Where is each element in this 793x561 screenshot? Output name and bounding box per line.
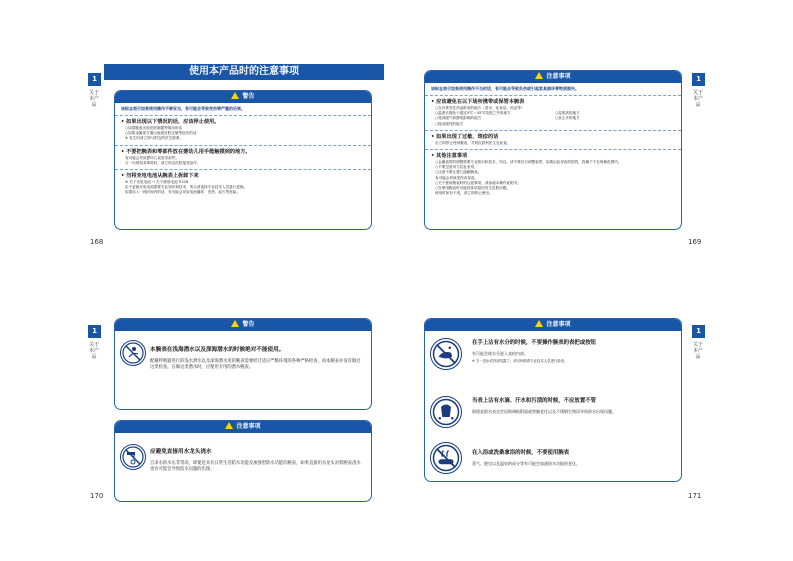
item-note: ※ 万一进水或内部结露了，请尽快联系专业技术人员进行检查。 bbox=[472, 358, 568, 363]
chapter-tab: 1 bbox=[692, 73, 705, 86]
no-wet-hands-icon bbox=[430, 338, 462, 370]
section-line: ○关于使用腕表时的注意事项，请参阅本操作说明书。 bbox=[435, 180, 521, 185]
caution-label: 注意事项 bbox=[236, 423, 261, 430]
chapter-tab: 1 bbox=[88, 73, 101, 86]
warning-icon bbox=[231, 320, 239, 327]
section-line: ○如果腕表出现皮肤刺激等情况的话 bbox=[125, 126, 183, 130]
caution-header bbox=[115, 421, 371, 433]
item-body: 即使是防水表也会因玻璃粘附面或垫圈老化以及不锈钢生锈而导致防水出现问题。 bbox=[472, 409, 616, 415]
warning-label: 警告 bbox=[242, 93, 255, 100]
section-heading: • 如果出现以下情况的话，应该停止使用。 bbox=[121, 119, 220, 125]
page-number: 171 bbox=[688, 492, 702, 500]
section-line: 有可能会导致受伤或误食。 bbox=[435, 175, 479, 180]
section-line: ○在有挥发性药品散发的地方（香水、化妆品、药品等） bbox=[435, 106, 525, 110]
section-line: 万一出现误食事故时，请立即去医院接受治疗。 bbox=[125, 160, 201, 165]
section-battery bbox=[115, 169, 371, 199]
chapter-side-label: 关于本产品 bbox=[693, 342, 704, 360]
section-line: ※ 发生时请立即与附近的医生联系。 bbox=[125, 136, 184, 141]
chapter-side-label: 关于本产品 bbox=[89, 342, 100, 360]
section-line: 使用时如有不适，请立即停止使用。 bbox=[435, 191, 493, 196]
page-number: 168 bbox=[90, 238, 104, 246]
section-line: 应立即停止使用腕表，并到皮肤科医生处检查。 bbox=[435, 140, 511, 145]
caution-header bbox=[425, 319, 681, 331]
section-line: ○振动剧烈的地方 bbox=[435, 121, 464, 126]
no-diving-icon bbox=[120, 340, 146, 366]
section-heading: • 其他注意事项 bbox=[431, 153, 468, 160]
section-line: ○如果金属部分露出表面皮肤过敏等症状的话 bbox=[125, 131, 197, 136]
section-storage bbox=[425, 95, 681, 130]
page-number: 169 bbox=[688, 238, 702, 246]
no-faucet-icon bbox=[120, 444, 146, 470]
item-heading: 当表上沾有水滴、汗水和污渍的时候，不应放置不管 bbox=[472, 398, 596, 404]
chapter-side-label: 关于本产品 bbox=[89, 90, 100, 108]
section-other bbox=[425, 149, 681, 199]
section-heading: • 勿将充电电池从腕表上拆卸下来 bbox=[121, 173, 199, 180]
caution-box bbox=[424, 70, 682, 230]
section-line: ○金属表带的调整需要专业知识和技术，所以，请不要自行调整表带，如果由此导致的损伤，将属于不在保修范围内。 bbox=[435, 160, 622, 165]
item-wet-hands bbox=[472, 340, 672, 364]
caution-body: 自来水的水压非常高，即使是具有日常生活防水功能及加强型防水功能的腕表，如果直接用水龙头对着腕表浇水也有可能会导致防水问题的出现。 bbox=[150, 461, 361, 473]
section-heading: • 不要把腕表和零部件放在婴幼儿用手能触摸到的地方。 bbox=[121, 148, 251, 155]
section-line: 如果误入一段时间内的话，有可能会导致电池爆炸、发热、起火等危险。 bbox=[125, 190, 240, 195]
section-line: ○不要过度用力拉扯表带。 bbox=[435, 165, 478, 170]
caution-heading: 应避免直接用水龙头浇水 bbox=[150, 449, 212, 455]
item-heading: 在手上沾有水分的时候，不要操作腕表的表把或按钮 bbox=[472, 340, 596, 346]
item-heading: 在入浴或洗桑拿浴的时候，不要使用腕表 bbox=[472, 450, 570, 456]
caution-header bbox=[425, 71, 681, 83]
warning-content bbox=[150, 346, 362, 371]
caution-content bbox=[150, 448, 362, 473]
warning-intro: 该标志表示如果使用操作不够妥当，有可能会导致受伤等严重的后果。 bbox=[121, 106, 245, 111]
section-line: ○湿度高的地方 bbox=[555, 111, 580, 116]
caution-label: 注意事项 bbox=[546, 73, 571, 80]
no-sweat-icon bbox=[430, 396, 462, 428]
section-row bbox=[431, 122, 675, 127]
warning-box bbox=[114, 90, 372, 230]
section-stop-use bbox=[115, 115, 371, 145]
item-body: 蒸气、肥皂以及温泉的成分等有可能会加速防水功能的老化。 bbox=[472, 461, 580, 467]
warning-icon bbox=[231, 92, 239, 99]
chapter-side-label: 关于本产品 bbox=[693, 90, 704, 108]
no-sauna-icon bbox=[430, 442, 462, 474]
section-heading: • 如果出现了过敏、斑疹的话 bbox=[431, 133, 499, 140]
section-line: 由于更换充电电池需要专业知识和技术，所以请选择专业技术人员进行更换。 bbox=[125, 185, 248, 190]
chapter-tab: 1 bbox=[692, 325, 705, 338]
section-line: ○灰尘多的地方 bbox=[555, 116, 580, 121]
warning-body: 配戴呼吸器进行的浅水潜水以及深海潜水用的腕表需要经过适应严酷环境的各种严格检查，而本腕表并没有做过这类检查。在做这类潜水时，应使用专用的潜水腕表。 bbox=[150, 359, 361, 371]
item-sauna bbox=[472, 450, 672, 467]
warning-header bbox=[115, 91, 371, 103]
caution-icon bbox=[535, 320, 543, 327]
item-sweat bbox=[472, 398, 672, 415]
caution-icon bbox=[535, 72, 543, 79]
warning-header bbox=[115, 319, 371, 331]
caution-intro: 该标志表示如果使用操作不当的话，有可能会导致负伤或引起家具损坏等物质损失。 bbox=[431, 86, 579, 91]
section-line: 有可能会导致婴幼儿误食零部件。 bbox=[125, 155, 179, 160]
section-heading: • 应该避免在以下场所携带或保管本腕表 bbox=[431, 99, 525, 105]
page-number: 170 bbox=[90, 492, 104, 500]
page-title: 使用本产品时的注意事项 bbox=[104, 64, 384, 80]
item-body: 有可能会使水分进入表的内部。 bbox=[472, 351, 528, 357]
caution-label: 注意事项 bbox=[546, 321, 571, 328]
section-line: ○温度长期处于超过5℃～35℃范围之外的地方 bbox=[435, 111, 511, 116]
section-line: ※ 关于充电电池 → 关于使用电池 P.218 bbox=[125, 180, 189, 185]
section-children bbox=[115, 145, 371, 169]
section-allergy bbox=[425, 130, 681, 149]
caution-icon bbox=[225, 422, 233, 429]
chapter-tab: 1 bbox=[88, 325, 101, 338]
warning-label: 警告 bbox=[242, 321, 255, 328]
section-line: ○注意不要让婴儿接触腕表。 bbox=[435, 170, 482, 175]
warning-heading: 本腕表在浅海潜水以及深海潜水的时候绝对不能使用。 bbox=[150, 347, 285, 353]
section-line: ○受到磁气和静电影响的地方 bbox=[435, 116, 482, 121]
section-line: ○在使用腕表时可能因体质原因发生皮肤问题。 bbox=[435, 186, 511, 191]
